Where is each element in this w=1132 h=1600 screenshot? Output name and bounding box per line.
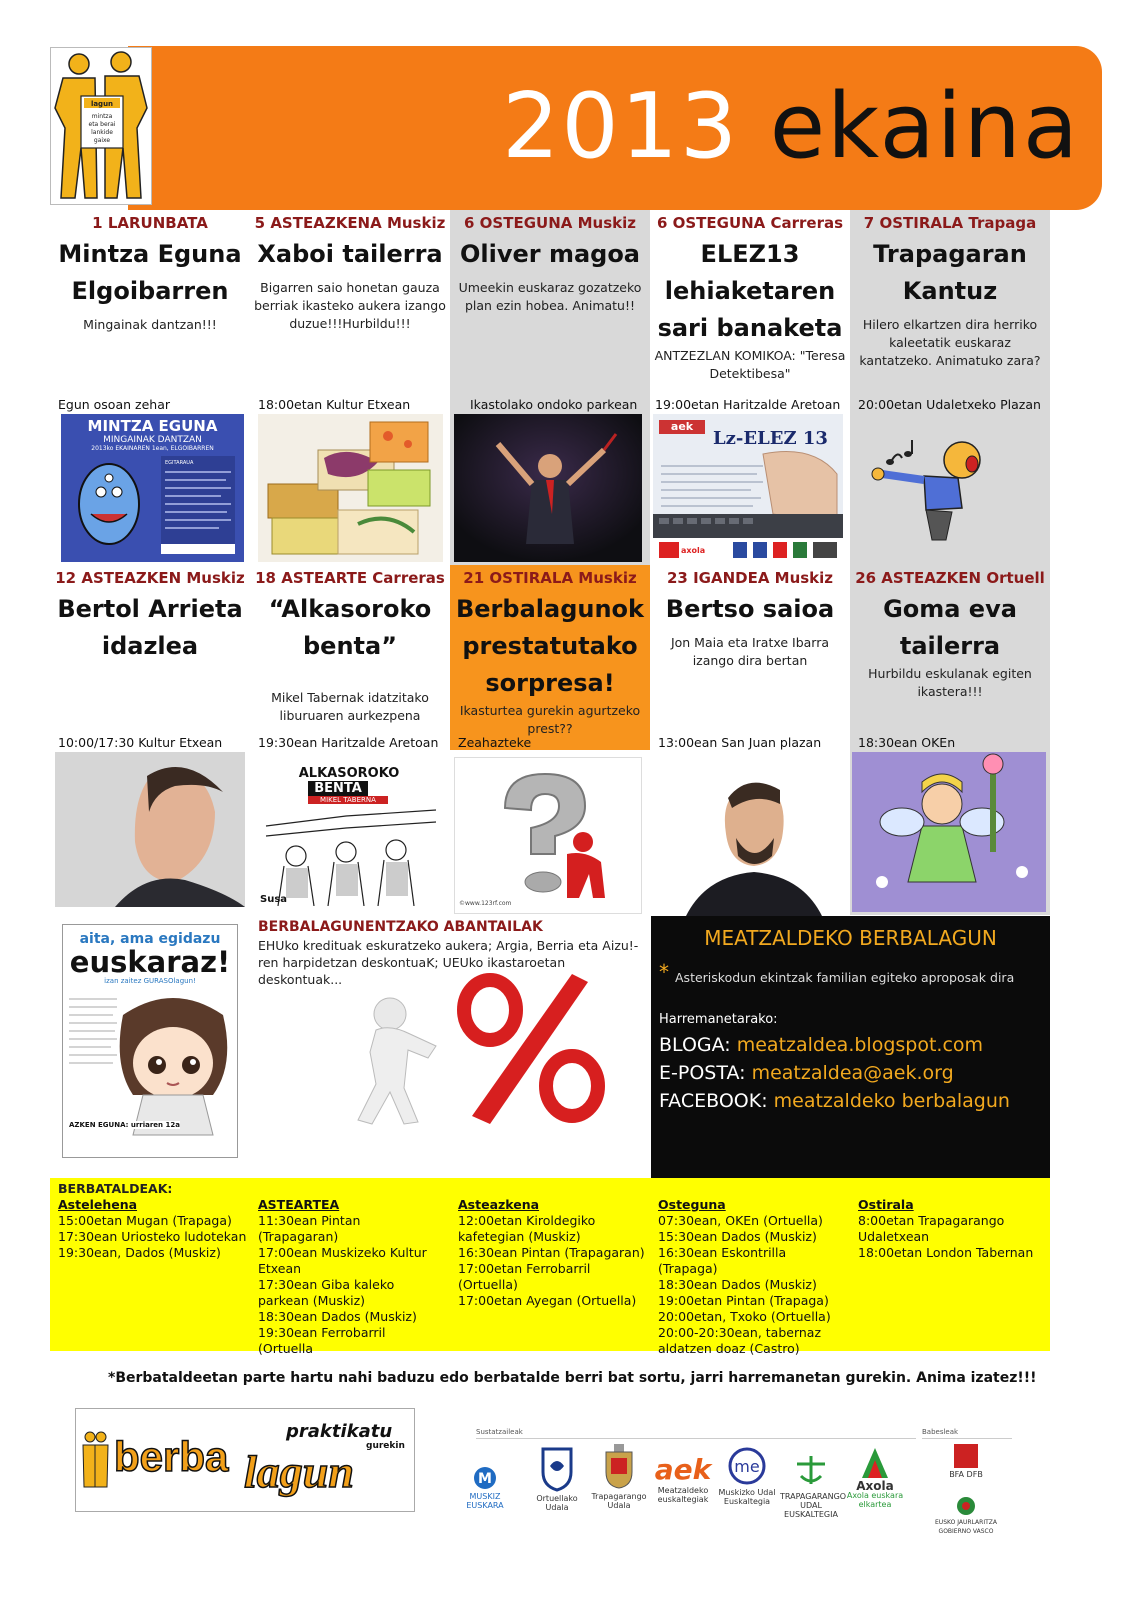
berbalagun-mascot-logo	[50, 47, 152, 205]
event-description: Hurbildu eskulanak egiten ikastera!!!	[868, 666, 1032, 699]
event-time: 10:00/17:30 Kultur Etxean	[58, 735, 223, 750]
event-description: Ikasturtea gurekin agurtzeko prest??	[459, 703, 641, 736]
sponsor-bfa: BFA DFB	[924, 1444, 1008, 1479]
event-title: Mintza Eguna Elgoibarren	[58, 240, 242, 305]
sponsor-eusko-jaurlaritza: EUSKO JAURLARITZA GOBIERNO VASCO	[924, 1496, 1008, 1536]
sponsors-strip: Sustatzaileak Babesleak M MUSKIZ EUSKARA Ortuellako Udala Trapagarango Udala aek Meatzaldeko euskaltegiak me Muskizko Udal Euskaltegia TRAPAGARANGO UDAL EUSKALTEGIA Axola Axola euskara elkartea BFA DFB EUSKO JAURLARITZA GOBIERNO VASCO	[448, 1420, 1048, 1532]
oliver-magoa-photo	[454, 414, 642, 562]
singer-cartoon	[862, 436, 1002, 546]
footnote: *Berbataldeetan parte hartu nahi baduzu edo berbatalde berri bat sortu, jarri harremanetan gurekin. Anima izatez!!!	[108, 1370, 1037, 1386]
sponsor-ortuella: Ortuellako Udala	[526, 1446, 588, 1512]
event-description: Jon Maia eta Iratxe Ibarra izango dira bertan	[670, 635, 830, 668]
event-time: Ikastolako ondoko parkean	[470, 397, 638, 412]
event-title: Bertso saioa	[665, 595, 835, 623]
event-date: 6 OSTEGUNA Carreras	[656, 214, 844, 232]
event-title: Trapagaran Kantuz	[873, 240, 1027, 305]
circle-logo-icon	[727, 1446, 767, 1486]
axola-a-icon	[858, 1446, 892, 1480]
event-card-mintza-eguna	[50, 210, 250, 410]
mascot-figures-icon	[51, 48, 151, 204]
event-time: 18:30ean OKEn	[858, 735, 956, 750]
blog-link[interactable]: meatzaldea.blogspot.com	[736, 1034, 984, 1056]
event-description: Umeekin euskaraz gozatzeko plan ezin hobea. Animatu!!	[458, 280, 642, 313]
event-card-sorpresa	[450, 565, 650, 750]
bfa-icon	[954, 1444, 978, 1468]
event-title: Oliver magoa	[459, 240, 641, 268]
contact-blog: BLOGA: meatzaldea.blogspot.com	[659, 1034, 984, 1056]
event-date: 6 OSTEGUNA Muskiz	[464, 214, 636, 232]
svg-text:me: me	[734, 1457, 760, 1476]
event-description: Mingainak dantzan!!!	[83, 317, 217, 332]
percent-pushing-illustration	[320, 968, 612, 1128]
event-time: 13:00ean San Juan plazan	[658, 735, 822, 750]
question-mark-image: ©www.123rf.com	[454, 757, 642, 914]
soap-bars-photo	[258, 414, 443, 562]
event-title: “Alkasoroko benta”	[268, 595, 432, 660]
event-description: Hilero elkartzen dira herriko kaleetatik euskaraz kantatzeko. Animatuko zara?	[859, 317, 1041, 368]
mintza-eguna-poster: MINTZA EGUNA MINGAINAK DANTZAN 2013ko EKAINAREN 1ean, ELGOIBARREN EGITARAUA	[61, 414, 244, 562]
goma-eva-craft-photo	[852, 752, 1046, 912]
contact-title: MEATZALDEKO BERBALAGUN	[704, 926, 997, 950]
schedule-day-thursday: Osteguna 07:30ean, OKEn (Ortuella) 15:30ean Dados (Muskiz) 16:30ean Eskontrilla (Trapaga) 18:30ean Dados (Muskiz) 19:00etan Pintan (Trapaga) 20:00etan, Txoko (Ortuella) 20:00-20:30ean, tabernaz aldatzen doaz (Castro)	[658, 1197, 831, 1356]
schedule-day-tuesday: ASTEARTEA 11:30ean Pintan (Trapagaran) 17:00ean Muskizeko Kultur Etxean 17:30ean Giba kaleko parkean (Muskiz) 18:30ean Dados (Muskiz) 19:30ean Ferrobarril (Ortuella	[258, 1197, 427, 1356]
event-time: Egun osoan zehar	[58, 397, 170, 412]
elez13-poster: aek Lz-ELEZ 13 axola	[653, 414, 843, 562]
green-logo-icon	[791, 1450, 831, 1490]
header-banner	[128, 46, 1102, 210]
svg-text:gaixe: gaixe	[93, 137, 111, 144]
sponsor-trapagaran: Trapagarango Udala	[588, 1442, 650, 1510]
crest-icon	[602, 1442, 636, 1490]
shield-icon	[540, 1446, 574, 1492]
contact-label: Harremanetarako:	[659, 1012, 778, 1027]
question-mark-icon	[455, 758, 641, 913]
event-time: 19:30ean Haritzalde Aretoan	[258, 735, 439, 750]
gv-icon	[956, 1496, 976, 1516]
event-time: 20:00etan Udaletxeko Plazan	[858, 397, 1041, 412]
event-title: Bertol Arrieta idazlea	[57, 595, 243, 660]
family-note: Asteriskodun ekintzak familian egiteko aproposak dira	[675, 970, 1015, 985]
event-date: 7 OSTIRALA Trapaga	[863, 214, 1037, 232]
advantages-title: BERBALAGUNENTZAKO ABANTAILAK	[258, 919, 543, 935]
event-date: 1 LARUNBATA	[92, 214, 208, 232]
event-title: Xaboi tailerra	[257, 240, 443, 268]
schedule-day-friday: Ostirala 8:00etan Trapagarango Udaletxean 18:00etan London Tabernan	[858, 1197, 1034, 1260]
schedule-day-monday: Astelehena 15:00etan Mugan (Trapaga) 17:30ean Uriosteko ludotekan 19:30ean, Dados (Muskiz)	[58, 1197, 247, 1260]
fairy-craft-icon	[852, 752, 1046, 912]
event-time: Zeahazteke	[458, 735, 532, 750]
event-time: 18:00etan Kultur Etxean	[258, 397, 411, 412]
berbalagun-footer-logo: praktikatu gurekin berba lagun	[75, 1408, 415, 1512]
svg-text:lagun: lagun	[90, 100, 114, 108]
advantages-text: EHUko kredituak eskuratzeko aukera; Argia, Berria eta Aizu!-ren harpidetzan deskontuaK; UEUko ikastaroetan deskontuak...	[258, 938, 639, 987]
event-card-xaboi-tailerra	[250, 210, 450, 410]
event-card-bertol-arrieta	[50, 565, 250, 750]
bertsolari-photo	[656, 768, 846, 916]
sponsor-muskiz-euskara: M MUSKIZ EUSKARA	[454, 1466, 516, 1510]
portrait-man-beard-icon	[656, 768, 846, 916]
event-card-alkasoroko-benta	[250, 565, 450, 750]
mascot-small-icon	[80, 1429, 110, 1489]
svg-text:lankide: lankide	[91, 129, 113, 136]
schedule-title: BERBATALDEAK:	[58, 1181, 173, 1196]
sketch-people-icon	[256, 806, 442, 906]
contact-box	[651, 916, 1050, 1178]
svg-text:eta berai: eta berai	[88, 121, 116, 128]
monster-illustration-icon	[61, 452, 244, 562]
sponsor-trapagaran-euskaltegia: TRAPAGARANGO UDAL EUSKALTEGIA	[780, 1450, 842, 1519]
title-month: ekaina	[769, 74, 1080, 179]
svg-text:M: M	[478, 1471, 492, 1487]
bertol-arrieta-photo	[55, 752, 245, 907]
sponsor-aek: aek Meatzaldeko euskaltegiak	[654, 1453, 712, 1504]
asterisk-icon: *	[659, 960, 669, 984]
event-date: 26 ASTEAZKEN Ortuell	[855, 569, 1045, 587]
event-title: Berbalagunok prestatutako sorpresa!	[455, 595, 644, 697]
muskiz-m-icon	[473, 1466, 497, 1490]
event-date: 23 IGANDEA Muskiz	[666, 569, 834, 587]
contact-email: E-POSTA: meatzaldea@aek.org	[659, 1062, 954, 1084]
page-title	[502, 74, 1080, 179]
title-year: 2013	[502, 74, 740, 179]
singing-man-icon	[862, 436, 1002, 546]
event-date: 18 ASTEARTE Carreras	[255, 569, 445, 587]
alkasoroko-benta-cover: ALKASOROKO BENTA MIKEL TABERNA Susa	[256, 766, 442, 912]
schedule-panel	[50, 1178, 1050, 1356]
event-date: 12 ASTEAZKEN Muskiz	[55, 569, 245, 587]
event-title: ELEZ13 lehiaketaren sari banaketa	[657, 240, 843, 342]
event-card-elez13	[650, 210, 850, 410]
event-date: 5 ASTEAZKENA Muskiz	[254, 214, 446, 232]
event-date: 21 OSTIRALA Muskiz	[463, 569, 637, 587]
svg-text:mintza: mintza	[91, 113, 113, 120]
event-card-bertso-saioa	[650, 565, 850, 750]
event-description: Bigarren saio honetan gauza berriak ikasteko aukera izango duzue!!!Hurbildu!!!	[254, 280, 446, 331]
event-title: Goma eva tailerra	[883, 595, 1017, 660]
keyboard-hands-icon	[653, 414, 843, 562]
magician-silhouette-icon	[454, 414, 642, 562]
percent-icon	[320, 968, 612, 1128]
email-link[interactable]: meatzaldea@aek.org	[751, 1062, 954, 1084]
event-time: 19:00etan Haritzalde Aretoan	[655, 397, 841, 412]
event-description: ANTZEZLAN KOMIKOA: "Teresa Detektibesa"	[654, 348, 846, 381]
svg-text:EGITARAUA: EGITARAUA	[165, 460, 194, 466]
facebook-link[interactable]: meatzaldeko berbalagun	[773, 1090, 1010, 1112]
sponsor-axola: Axola Axola euskara elkartea	[844, 1446, 906, 1509]
soap-illustration-icon	[258, 414, 443, 562]
schedule-day-wednesday: Asteazkena 12:00etan Kiroldegiko kafetegian (Muskiz) 16:30ean Pintan (Trapagaran) 17:00etan Ferrobarril (Ortuella) 17:00etan Ayegan (Ortuella)	[458, 1197, 645, 1308]
event-description: Mikel Tabernak idatzitako liburuaren aurkezpena	[271, 690, 429, 723]
euskaraz-poster: aita, ama egidazu euskaraz! izan zaitez GURASOlagun! AZKEN EGUNA: urriaren 12a	[62, 924, 238, 1158]
sponsor-muskiz-euskaltegia: me Muskizko Udal Euskaltegia	[716, 1446, 778, 1506]
contact-facebook: FACEBOOK: meatzaldeko berbalagun	[659, 1090, 1010, 1112]
portrait-man-icon	[55, 752, 245, 907]
